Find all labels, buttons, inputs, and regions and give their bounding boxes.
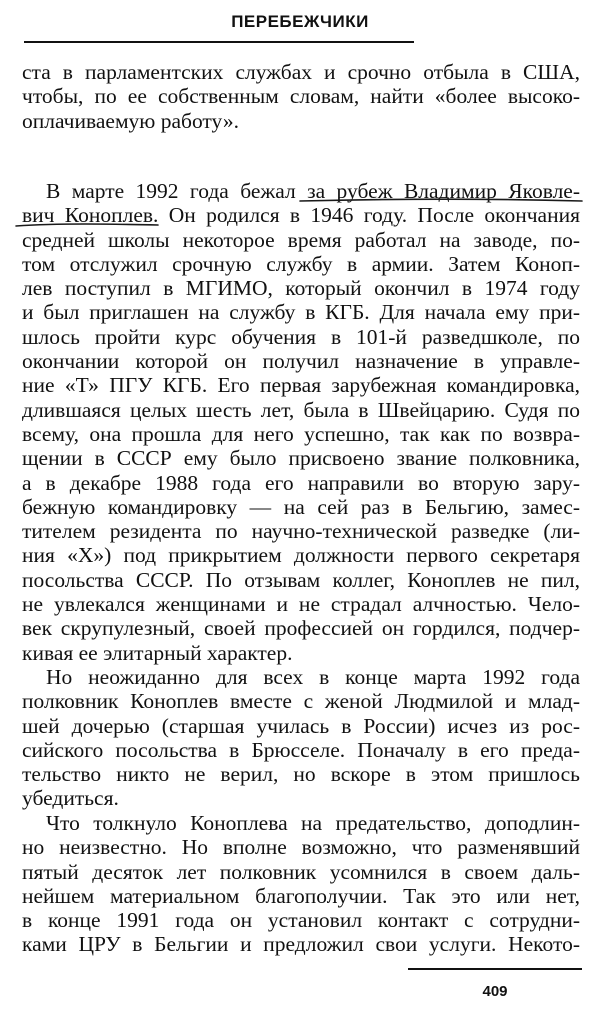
text-line: кивая ее элитарный характер. [22, 640, 293, 665]
paragraph-2 [22, 179, 580, 665]
paragraph-1 [22, 60, 580, 133]
footer-rule [408, 968, 582, 970]
header-rule [24, 41, 414, 43]
text-line: Но неожиданно для всех в конце марта 1992 года [46, 665, 580, 689]
text-line: щении в СССР ему было присвоено звание полковника, [22, 446, 580, 471]
paragraph-4 [22, 811, 580, 957]
text-line: тельство никто не верил, но вскоре в этом пришлось [22, 762, 580, 787]
text-line: тителем резидента по научно-технической разведке (ли- [22, 519, 580, 544]
text-line: посольства СССР. По отзывам коллег, Коноплев не пил, [22, 567, 580, 592]
text-line: пятый десяток лет полковник усомнился в своем даль- [22, 859, 580, 884]
text-line: сийского посольства в Брюсселе. Поначалу в его преда- [22, 737, 580, 762]
text-line: окончании которой он получил назначение в управле- [22, 349, 580, 374]
text-line: чтобы, по ее собственным словам, найти «более высоко- [22, 84, 580, 109]
text-line: В марте 1992 года бежал за рубеж Владимир Яковле- [46, 179, 580, 203]
text-line: в конце 1991 года он установил контакт с сотрудни- [22, 908, 580, 933]
text-line: длившаяся целых шесть лет, была в Швейцарию. Судя по [22, 397, 580, 422]
text-line: но неизвестно. Но вполне возможно, что разменявший [22, 835, 580, 860]
text-line: ния «Х») под прикрытием должности первого секретаря [22, 543, 580, 568]
text-line: шлось пройти курс обучения в 101-й разведшколе, по [22, 324, 580, 349]
text-line: полковник Коноплев вместе с женой Людмилой и млад- [22, 689, 580, 714]
running-head: ПЕРЕБЕЖЧИКИ [231, 12, 369, 31]
page-number: 409 [482, 983, 508, 1000]
text-line: век скрупулезный, своей профессией он гордился, подчер- [22, 616, 580, 641]
text-line: шей дочерью (старшая училась в России) исчез из рос- [22, 713, 580, 738]
paragraph-3 [22, 665, 580, 811]
text-line: вич Коноплев. Он родился в 1946 году. После окончания [22, 203, 580, 228]
text-line: Что толкнуло Коноплева на предательство, доподлин- [46, 811, 580, 835]
text-line: убедиться. [22, 786, 119, 811]
text-line: том отслужил срочную службу в армии. Затем Коноп- [22, 251, 580, 276]
text-line: всему, она прошла для него успешно, так как по возвра- [22, 421, 580, 446]
text-line: бежную командировку — на сей раз в Бельгию, замес- [22, 494, 580, 519]
text-line: и был приглашен на службу в КГБ. Для начала ему при- [22, 300, 580, 325]
text-line: оплачиваемую работу». [22, 108, 239, 133]
text-line: ками ЦРУ в Бельгии и предложил свои услуги. Некото- [22, 932, 580, 957]
text-line: средней школы некоторое время работал на заводе, по- [22, 227, 580, 252]
text-line: ста в парламентских службах и срочно отбыла в США, [22, 60, 580, 84]
text-line: нейшем материальном благополучии. Так это или нет, [22, 883, 580, 908]
text-line: лев поступил в МГИМО, который окончил в 1974 году [22, 276, 580, 301]
text-line: а в декабре 1988 года его направили во вторую зару- [22, 470, 580, 495]
text-line: не увлекался женщинами и не страдал алчностью. Чело- [22, 592, 580, 617]
text-line: ние «Т» ПГУ КГБ. Его первая зарубежная командировка, [22, 373, 580, 398]
